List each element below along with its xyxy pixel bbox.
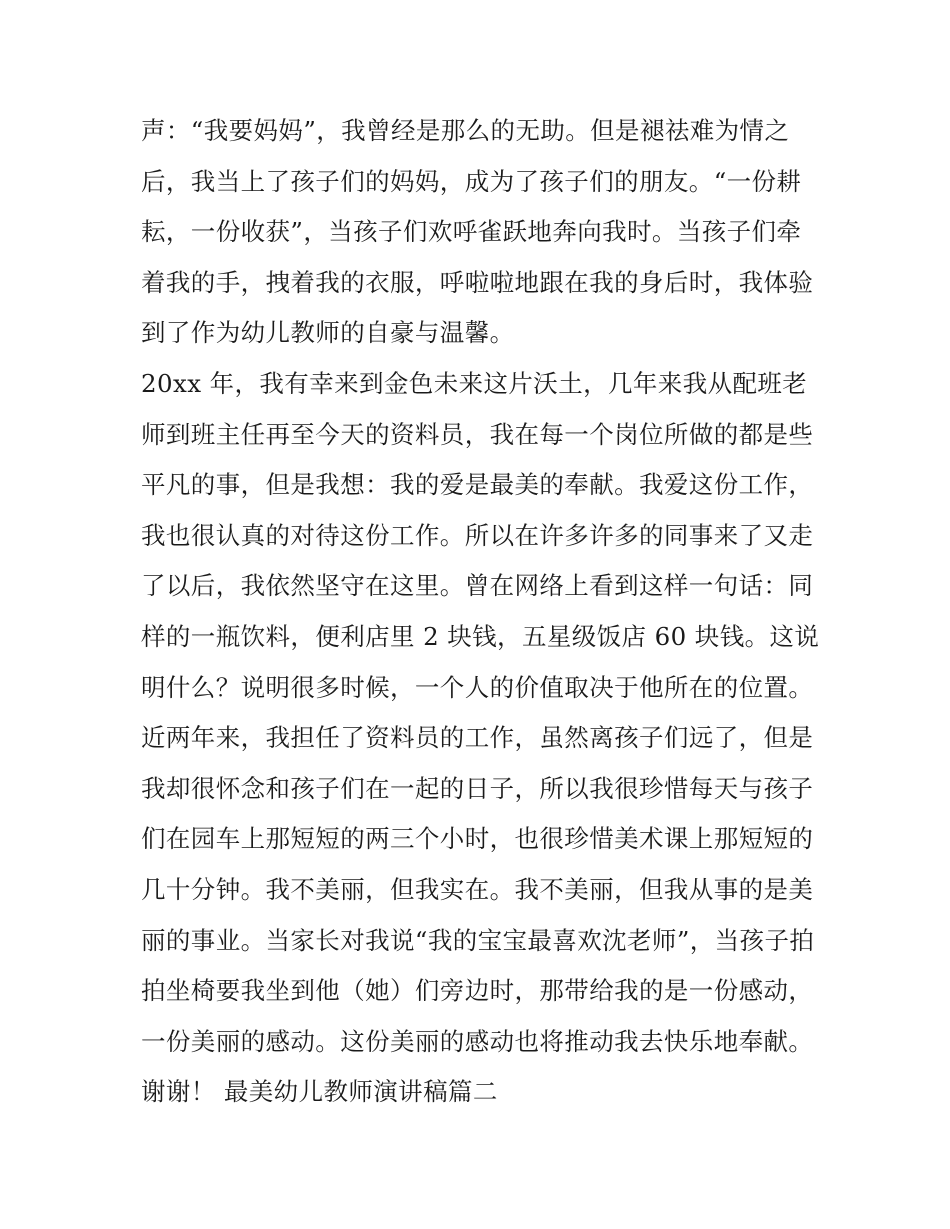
text-line: 着我的手，拽着我的衣服，呼啦啦地跟在我的身后时，我体验 bbox=[141, 267, 814, 297]
text-line: 我也很认真的对待这份工作。所以在许多许多的同事来了又走 bbox=[141, 520, 814, 550]
text-line: 谢谢！ 最美幼儿教师演讲稿篇二 bbox=[141, 1077, 498, 1107]
text-line: 一份美丽的感动。这份美丽的感动也将推动我去快乐地奉献。 bbox=[141, 1026, 814, 1056]
text-line: 平凡的事，但是我想：我的爱是最美的奉献。我爱这份工作， bbox=[141, 470, 814, 500]
speech-text bbox=[141, 106, 821, 1118]
text-line: 耘，一份收获”，当孩子们欢呼雀跃地奔向我时。当孩子们牵 bbox=[141, 217, 802, 247]
text-line: 到了作为幼儿教师的自豪与温馨。 bbox=[141, 318, 515, 348]
text-line: 近两年来，我担任了资料员的工作，虽然离孩子们远了，但是 bbox=[141, 723, 814, 753]
text-line: 样的一瓶饮料，便利店里 2 块钱，五星级饭店 60 块钱。这说 bbox=[141, 621, 820, 651]
text-line: 20xx 年，我有幸来到金色未来这片沃土，几年来我从配班老 bbox=[141, 368, 808, 398]
text-line: 后，我当上了孩子们的妈妈，成为了孩子们的朋友。“一份耕 bbox=[141, 166, 802, 196]
text-line: 们在园车上那短短的两三个小时，也很珍惜美术课上那短短的 bbox=[141, 824, 814, 854]
text-line: 了以后，我依然坚守在这里。曾在网络上看到这样一句话：同 bbox=[141, 571, 814, 601]
text-line: 师到班主任再至今天的资料员，我在每一个岗位所做的都是些 bbox=[141, 419, 814, 449]
text-line: 拍坐椅要我坐到他（她）们旁边时，那带给我的是一份感动， bbox=[141, 976, 814, 1006]
text-line: 我却很怀念和孩子们在一起的日子，所以我很珍惜每天与孩子 bbox=[141, 773, 814, 803]
text-line: 几十分钟。我不美丽，但我实在。我不美丽，但我从事的是美 bbox=[141, 874, 814, 904]
text-line: 声：“我要妈妈”，我曾经是那么的无助。但是褪祛难为情之 bbox=[141, 116, 790, 145]
text-line: 丽的事业。当家长对我说“我的宝宝最喜欢沈老师”，当孩子拍 bbox=[141, 925, 815, 955]
text-line: 明什么？说明很多时候，一个人的价值取决于他所在的位置。 bbox=[141, 672, 814, 702]
